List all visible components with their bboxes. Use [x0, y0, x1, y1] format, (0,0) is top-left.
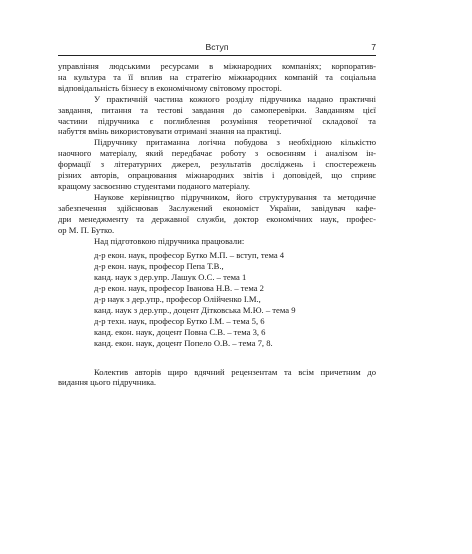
text-line: Колектив авторів щиро вдячний рецензентам та всім причетним до [94, 366, 376, 377]
text-line: Підручнику притаманна логічна побудова з необхідною кількістю [94, 137, 376, 148]
list-item: д-р техн. наук, професор Бутко І.М. – тема 5, 6 [94, 315, 265, 326]
text-line: дри менеджменту та державної служби, доктор економічних наук, профес- [58, 213, 376, 224]
running-header-title: Вступ [205, 42, 229, 52]
text-line: наочного матеріалу, який передбачає роботу з освоєнням і аналізом ін- [58, 148, 376, 159]
text-line: відповідальність бізнесу в економічному світовому просторі. [58, 82, 282, 93]
authors-intro [58, 236, 376, 247]
text-line: забезпечення здійснював Заслужений економіст України, завідувач кафе- [58, 202, 376, 213]
paragraph-supervision [58, 192, 376, 236]
text-line: Наукове керівництво підручником, його структурування та методичне [94, 191, 376, 202]
list-item: канд. екон. наук, доцент Повна С.В. – тема 3, 6 [94, 326, 266, 337]
running-header [58, 42, 376, 56]
list-item: д-р екон. наук, професор Бутко М.П. – вступ, тема 4 [94, 250, 285, 261]
text-line: Над підготовкою підручника працювали: [94, 235, 245, 246]
authors-list [58, 250, 376, 348]
paragraph-structure [58, 137, 376, 192]
text-line: набуття вмінь використовувати отримані знання на практиці. [58, 126, 282, 137]
list-item: канд. екон. наук, доцент Попело О.В. – тема 7, 8. [94, 337, 273, 348]
document-body [58, 61, 376, 388]
text-line: завдання, питання та тестові завдання до самоперевірки. Завданням цієї [58, 104, 376, 115]
header-rule [58, 55, 376, 56]
text-line: різних авторів, опрацювання міжнародних звітів і доповідей, що сприяє [58, 170, 376, 181]
list-item: канд. наук з дер.упр. Лашук О.С. – тема 1 [94, 272, 247, 283]
spacer [58, 349, 376, 367]
text-line: кращому засвоєнню студентами поданого матеріалу. [58, 180, 251, 191]
paragraph-acknowledgement [58, 367, 376, 389]
text-line: У практичній частина кожного розділу підручника надано практичні [94, 93, 376, 104]
text-line: частини підручника є поглиблення розуміння теоретичної складової та [58, 115, 376, 126]
list-item: канд. наук з дер.упр., доцент Дітковська М.Ю. – тема 9 [94, 304, 296, 315]
paragraph-continuation [58, 61, 376, 94]
text-line: видання цього підручника. [58, 377, 157, 388]
paragraph-practical-part [58, 94, 376, 138]
list-item: д-р наук з дер.упр., професор Олійченко І.М., [94, 294, 261, 305]
text-line: на культура та її вплив на стратегію міжнародних компаній та соціальна [58, 71, 376, 82]
text-line: управління людськими ресурсами в міжнародних компаніях; корпоратив- [58, 61, 376, 71]
text-line: ор М. П. Бутко. [58, 224, 115, 235]
page-number: 7 [371, 42, 376, 52]
text-line: формації з літературних джерел, результатів досліджень і спостережень [58, 159, 376, 170]
list-item: д-р екон. наук, професор Іванова Н.В. – тема 2 [94, 283, 264, 294]
list-item: д-р екон. наук, професор Пепа Т.В., [94, 261, 224, 272]
